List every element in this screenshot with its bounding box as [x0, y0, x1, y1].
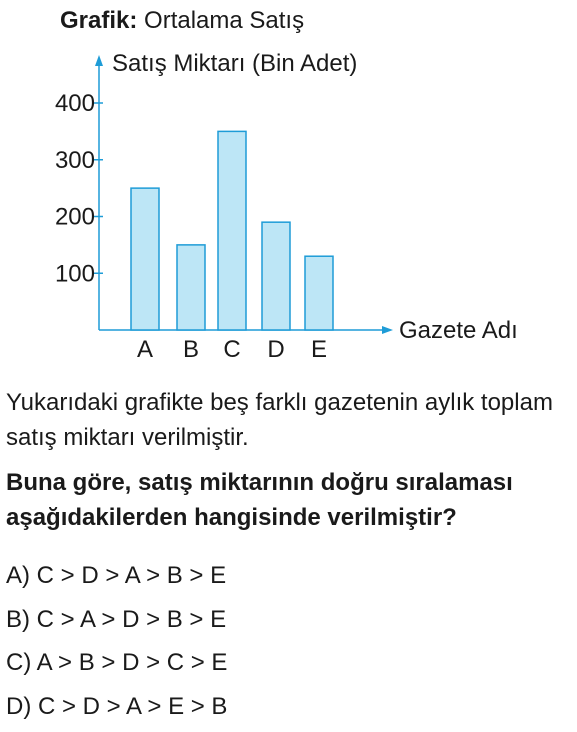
answer-options [6, 558, 227, 732]
x-axis-arrow-icon [382, 326, 393, 334]
question-intro: Yukarıdaki grafikte beş farklı gazetenin aylık toplam satış miktarı verilmiştir. [6, 385, 574, 455]
bar-d [262, 222, 290, 330]
y-tick-label: 300 [55, 147, 95, 174]
bar-c [218, 131, 246, 330]
x-tick-label: A [137, 336, 153, 363]
chart-title-label: Grafik: [60, 7, 137, 34]
y-tick-label: 100 [55, 260, 95, 287]
y-axis-arrow-icon [95, 55, 103, 66]
bar-a [131, 188, 159, 330]
y-axis-label: Satış Miktarı (Bin Adet) [112, 50, 357, 77]
bar-e [305, 256, 333, 330]
x-tick-label: B [183, 336, 199, 363]
x-tick-label: D [267, 336, 284, 363]
option-c[interactable]: C) A > B > D > C > E [6, 645, 227, 689]
question-prompt: Buna göre, satış miktarının doğru sıralaması aşağıdakilerden hangisinde verilmiştir? [6, 465, 574, 535]
y-tick-label: 200 [55, 204, 95, 231]
x-axis-label: Gazete Adı [399, 317, 518, 344]
option-a[interactable]: A) C > D > A > B > E [6, 558, 227, 602]
bar-b [177, 245, 205, 330]
x-tick-label: E [311, 336, 327, 363]
chart-title-text: Ortalama Satış [144, 7, 304, 34]
x-tick-label: C [223, 336, 240, 363]
y-tick-label: 400 [55, 90, 95, 117]
option-b[interactable]: B) C > A > D > B > E [6, 602, 227, 646]
option-d[interactable]: D) C > D > A > E > B [6, 689, 227, 732]
